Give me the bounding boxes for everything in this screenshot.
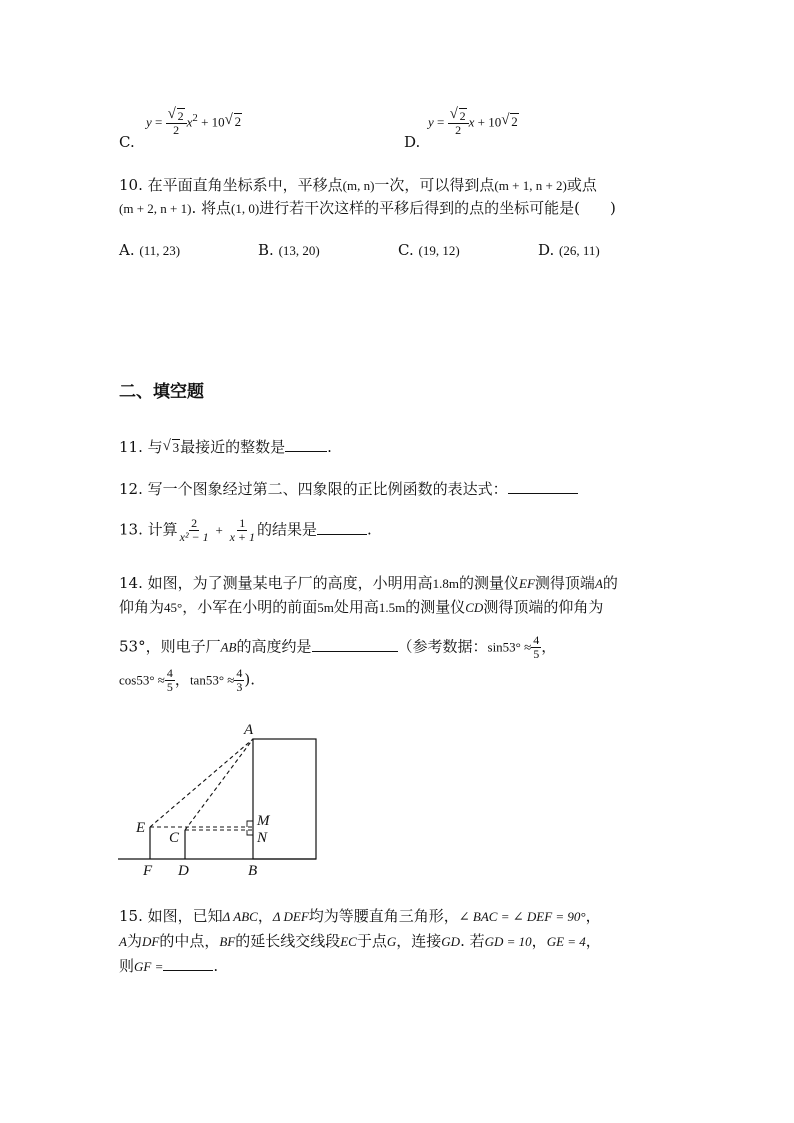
q13: 13. 计算 $\frac{2}{\text{x² − 1}}$ + $\frac{1}{x + 1}$ 的结果是 . [119,516,372,544]
q10-option-b: B. (13, 20) [258,241,320,259]
q15-answer-blank[interactable] [163,956,213,971]
q14-answer-blank[interactable] [312,637,398,652]
q11-answer-blank[interactable] [285,437,327,452]
q9-option-c-expression: y = √ 2 2 $x^2 + 10$ √ 2 [146,106,242,137]
q15-line-1: 15. 如图，已知Δ ABC，Δ DEF均为等腰直角三角形，∠ BAC = ∠ DEF = 90°， [119,907,601,925]
right-angle-m [247,821,253,827]
q12-answer-blank[interactable] [508,479,578,494]
right-angle-n [247,830,253,835]
q10-option-d: D. (26, 11) [538,241,600,259]
q11: 11. 与 √ 3最接近的整数是 . [119,438,332,456]
sight-line-ea [150,739,253,827]
q10-line-2: (m + 2, n + 1). 将点(1, 0)进行若干次这样的平移后得到的点的坐标可能是( ) [119,199,616,217]
q10-option-a: A. (11, 23) [119,241,181,259]
q14-line-3: 53°，则电子厂AB的高度约是 （参考数据：sin53° ≈ $\frac{4}{5}$ ， [119,633,557,661]
q14-line-4: cos53° ≈ $\frac{4}{5}$ ，tan53° ≈ $\frac{4}{3}$ ). [119,666,256,694]
q13-answer-blank[interactable] [317,520,367,535]
label-n: N [257,830,268,846]
q12: 12. 写一个图象经过第二、四象限的正比例函数的表达式： [119,479,578,499]
q10-option-c: C. (19, 12) [398,241,460,259]
label-m: M [257,813,270,829]
section-title: 二、填空题 [119,382,204,402]
label-c: C [169,830,180,846]
label-f: F [143,863,153,879]
q15-line-3: 则GF = . [119,957,219,975]
label-e: E [136,820,146,836]
q15-line-2: A为DF的中点，BF的延长线交线段EC于点G，连接GD. 若GD = 10，GE = 4， [119,932,601,950]
q9-option-d-expression: y = √ 2 2 x + 10 √ 2 [428,106,518,137]
label-a: A [244,722,254,738]
sight-line-ca [185,739,253,830]
label-b: B [248,863,258,879]
q14-line-2: 仰角为45°，小军在小明的前面5m处用高1.5m的测量仪CD测得顶端的仰角为 [119,598,604,616]
label-d: D [178,863,189,879]
q9-option-d-label: D. [404,133,421,151]
q9-option-c-label: C. [119,133,135,151]
q10-line-1: 10. 在平面直角坐标系中，平移点(m, n)一次，可以得到点(m + 1, n + 2)或点 [119,176,597,194]
q14-figure [110,715,330,880]
q14-line-1: 14. 如图，为了测量某电子厂的高度，小明用高1.8m的测量仪EF测得顶端A的 [119,574,618,592]
